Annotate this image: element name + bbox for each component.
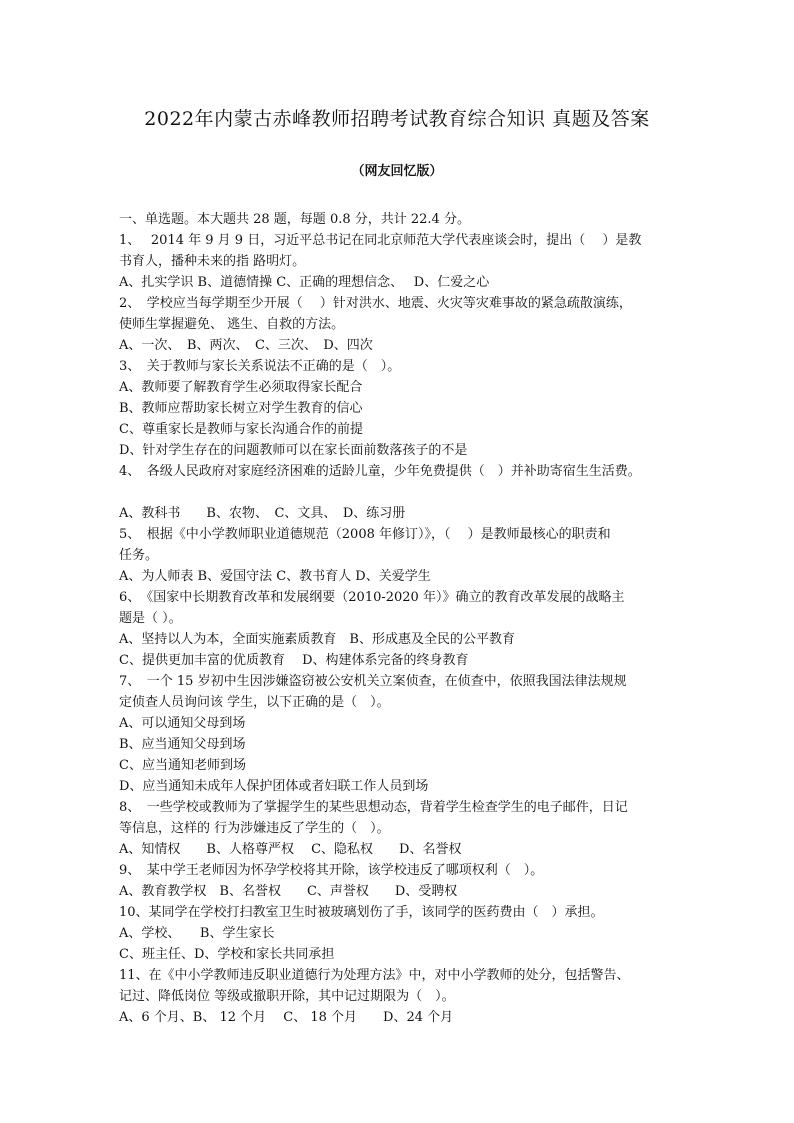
- question-3-option-d: D、针对学生存在的问题教师可以在家长面前数落孩子的不是: [119, 443, 468, 458]
- question-9-options: A、教育教学权 B、名誉权 C、声誉权 D、受聘权: [119, 884, 458, 899]
- question-2-text: 2、 学校应当每学期至少开展（ ）针对洪水、地震、火灾等灾难事故的紧急疏散演练，: [119, 296, 632, 311]
- question-7-text-cont: 定侦查人员询问该 学生，以下正确的是（ ）。: [119, 695, 390, 710]
- question-5-text: 5、 根据《中小学教师职业道德规范（2008 年修订）》，（ ）是教师最核心的职责和: [119, 527, 611, 542]
- question-8-options: A、知情权 B、人格尊严权 C、隐私权 D、名誉权: [119, 842, 462, 857]
- document-title: 2022年内蒙古赤峰教师招聘考试教育综合知识 真题及答案: [144, 108, 650, 130]
- question-1-text: 1、 2014 年 9 月 9 日，习近平总书记在同北京师范大学代表座谈会时，提出（ ）是教: [119, 233, 642, 248]
- question-6-options-ab: A、坚持以人为本，全面实施素质教育 B、形成惠及全民的公平教育: [119, 632, 515, 647]
- question-7-option-d: D、应当通知未成年人保护团体或者妇联工作人员到场: [119, 779, 429, 794]
- question-11-text: 11、在《中小学教师违反职业道德行为处理方法》中，对中小学教师的处分，包括警告、: [119, 968, 630, 983]
- question-2-text-cont: 使师生掌握避免、 逃生、自救的方法。: [119, 317, 345, 332]
- question-6-text-cont: 题是（ ）。: [119, 611, 182, 626]
- question-11-options: A、6 个月、B、 12 个月 C、 18 个月 D、24 个月: [119, 1010, 454, 1025]
- question-8-text: 8、 一些学校或教师为了掌握学生的某些思想动态，背着学生检查学生的电子邮件，日记: [119, 800, 628, 815]
- question-4-text: 4、 各级人民政府对家庭经济困难的适龄儿童，少年免费提供（ ）并补助寄宿生生活费。: [119, 464, 641, 479]
- question-11-text-cont: 记过、降低岗位 等级或撤职开除，其中记过期限为（ ）。: [119, 989, 455, 1004]
- question-1-options: A、扎实学识 B、道德情操 C、正确的理想信念、 D、仁爱之心: [119, 275, 490, 290]
- question-7-option-b: B、应当通知父母到场: [119, 737, 246, 752]
- question-5-options: A、为人师表 B、爱国守法 C、教书育人 D、关爱学生: [119, 569, 431, 584]
- question-8-text-cont: 等信息，这样的 行为涉嫌违反了学生的（ ）。: [119, 821, 390, 836]
- question-3-text: 3、 关于教师与家长关系说法不正确的是（ ）。: [119, 359, 401, 374]
- question-7-option-c: C、应当通知老师到场: [119, 758, 246, 773]
- question-6-options-cd: C、提供更加丰富的优质教育 D、构建体系完备的终身教育: [119, 653, 469, 668]
- question-7-option-a: A、可以通知父母到场: [119, 716, 246, 731]
- question-4-options: A、教科书 B、农物、 C、文具、 D、练习册: [119, 506, 406, 521]
- section-heading: 一、单选题。本大题共 28 题，每题 0.8 分，共计 22.4 分。: [119, 212, 470, 227]
- question-3-option-c: C、尊重家长是教师与家长沟通合作的前提: [119, 422, 363, 437]
- question-10-text: 10、某同学在学校打扫教室卫生时被玻璃划伤了手，该同学的医药费由（ ）承担。: [119, 905, 604, 920]
- question-1-text-cont: 书育人，播种未来的指 路明灯。: [119, 254, 306, 269]
- question-7-text: 7、 一个 15 岁初中生因涉嫌盗窃被公安机关立案侦查，在侦查中，依照我国法律法规规: [119, 674, 627, 689]
- question-10-options-ab: A、学校、 B、学生家长: [119, 926, 275, 941]
- blank-line: [119, 482, 689, 503]
- document-subtitle: （网友回忆版）: [351, 164, 443, 179]
- question-10-options-cd: C、班主任、D、学校和家长共同承担: [119, 947, 335, 962]
- question-6-text: 6、 《国家中长期教育改革和发展纲要（2010-2020 年）》确立的教育改革发展的战略主: [119, 590, 625, 605]
- question-3-option-a: A、教师要了解教育学生必须取得家长配合: [119, 380, 363, 395]
- question-2-options: A、一次、 B、两次、 C、三次、 D、四次: [119, 338, 373, 353]
- question-content: [119, 209, 689, 1028]
- question-9-text: 9、 某中学王老师因为怀孕学校将其开除，该学校违反了哪项权利（ ）。: [119, 863, 544, 878]
- question-5-text-cont: 任务。: [119, 548, 159, 563]
- question-3-option-b: B、教师应帮助家长树立对学生教育的信心: [119, 401, 363, 416]
